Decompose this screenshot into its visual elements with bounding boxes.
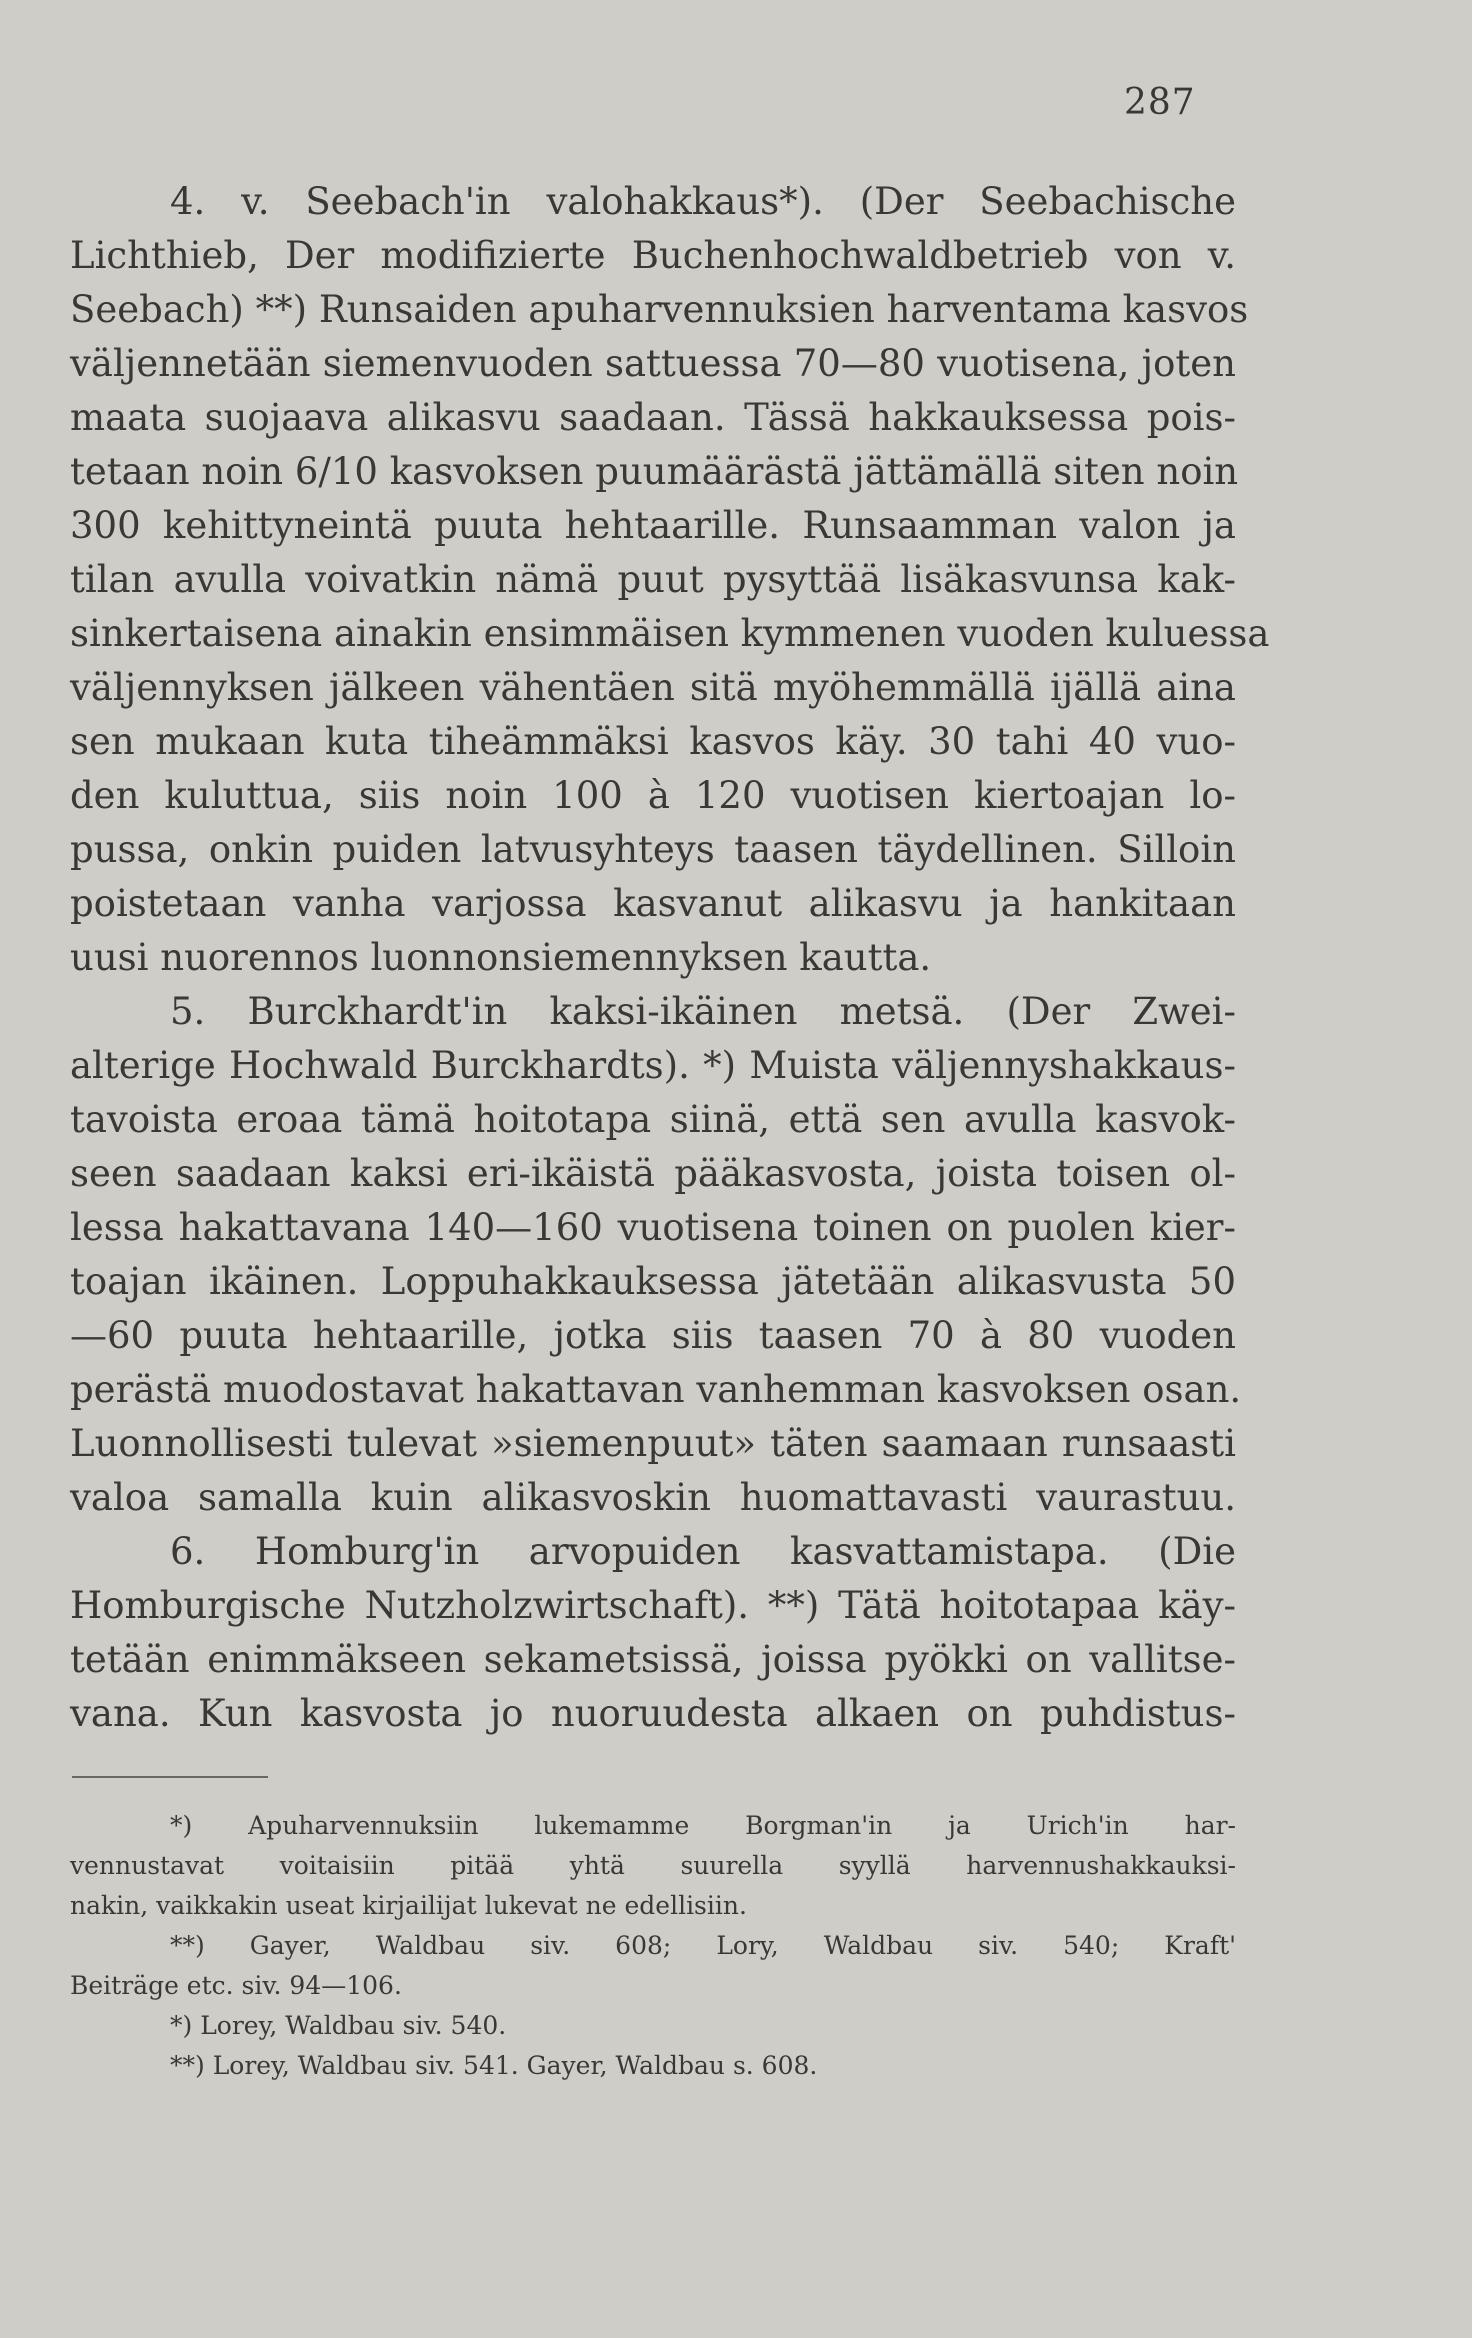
- footnote-line: **) Gayer, Waldbau siv. 608; Lory, Waldbau siv. 540; Kraft': [170, 1931, 1236, 1960]
- text-line: Seebach) **) Runsaiden apuharvennuksien harventama kasvos: [70, 288, 1249, 331]
- text-line: väljennyksen jälkeen vähentäen sitä myöhemmällä ijällä aina: [70, 666, 1236, 709]
- text-line: alterige Hochwald Burckhardts). *) Muista väljennyshakkaus-: [70, 1044, 1236, 1087]
- text-line: tilan avulla voivatkin nämä puut pysyttää lisäkasvunsa kak-: [70, 558, 1236, 601]
- text-line: valoa samalla kuin alikasvoskin huomattavasti vaurastuu.: [70, 1476, 1236, 1519]
- footnote-line: *) Lorey, Waldbau siv. 540.: [170, 2011, 507, 2040]
- footnote-line: vennustavat voitaisiin pitää yhtä suurella syyllä harvennushakkauksi-: [70, 1851, 1236, 1880]
- text-line: 6. Homburg'in arvopuiden kasvattamistapa. (Die: [170, 1530, 1236, 1573]
- text-line: Homburgische Nutzholzwirtschaft). **) Tätä hoitotapaa käy-: [70, 1584, 1236, 1627]
- text-line: tavoista eroaa tämä hoitotapa siinä, että sen avulla kasvok-: [70, 1098, 1236, 1141]
- text-line: —60 puuta hehtaarille, jotka siis taasen 70 à 80 vuoden: [70, 1314, 1236, 1357]
- text-line: Luonnollisesti tulevat »siemenpuut» täten saamaan runsaasti: [70, 1422, 1236, 1465]
- main-text: [70, 175, 1270, 1741]
- page-number: 287: [1124, 82, 1196, 123]
- text-line: vana. Kun kasvosta jo nuoruudesta alkaen on puhdistus-: [70, 1692, 1236, 1735]
- footnote-line: Beiträge etc. siv. 94—106.: [70, 1971, 402, 2000]
- text-line: 4. v. Seebach'in valohakkaus*). (Der Seebachische: [170, 180, 1236, 223]
- text-line: Lichthieb, Der modifizierte Buchenhochwaldbetrieb von v.: [70, 234, 1236, 277]
- text-line: den kuluttua, siis noin 100 à 120 vuotisen kiertoajan lo-: [70, 774, 1236, 817]
- text-line: sen mukaan kuta tiheämmäksi kasvos käy. 30 tahi 40 vuo-: [70, 720, 1236, 763]
- text-line: seen saadaan kaksi eri-ikäistä pääkasvosta, joista toisen ol-: [70, 1152, 1236, 1195]
- text-line: 300 kehittyneintä puuta hehtaarille. Runsaamman valon ja: [70, 504, 1236, 547]
- text-line: pussa, onkin puiden latvusyhteys taasen täydellinen. Silloin: [70, 828, 1236, 871]
- footnote-line: *) Apuharvennuksiin lukemamme Borgman'in ja Urich'in har-: [170, 1811, 1236, 1840]
- text-line: väljennetään siemenvuoden sattuessa 70—80 vuotisena, joten: [70, 342, 1236, 385]
- footnote-line: **) Lorey, Waldbau siv. 541. Gayer, Waldbau s. 608.: [170, 2051, 818, 2080]
- text-line: perästä muodostavat hakattavan vanhemman kasvoksen osan.: [70, 1368, 1242, 1411]
- footnote-separator: [72, 1776, 268, 1778]
- text-line: poistetaan vanha varjossa kasvanut alikasvu ja hankitaan: [70, 882, 1236, 925]
- text-line: maata suojaava alikasvu saadaan. Tässä hakkauksessa pois-: [70, 396, 1236, 439]
- text-line: lessa hakattavana 140—160 vuotisena toinen on puolen kier-: [70, 1206, 1236, 1249]
- text-line: tetään enimmäkseen sekametsissä, joissa pyökki on vallitse-: [70, 1638, 1236, 1681]
- text-line: sinkertaisena ainakin ensimmäisen kymmenen vuoden kuluessa: [70, 612, 1270, 655]
- text-line: 5. Burckhardt'in kaksi-ikäinen metsä. (Der Zwei-: [170, 990, 1236, 1033]
- text-line: uusi nuorennos luonnonsiemennyksen kautta.: [70, 936, 932, 979]
- footnotes: [70, 1806, 1236, 2086]
- text-line: tetaan noin 6/10 kasvoksen puumäärästä jättämällä siten noin: [70, 450, 1239, 493]
- text-line: toajan ikäinen. Loppuhakkauksessa jätetään alikasvusta 50: [70, 1260, 1236, 1303]
- footnote-line: nakin, vaikkakin useat kirjailijat lukevat ne edellisiin.: [70, 1891, 747, 1920]
